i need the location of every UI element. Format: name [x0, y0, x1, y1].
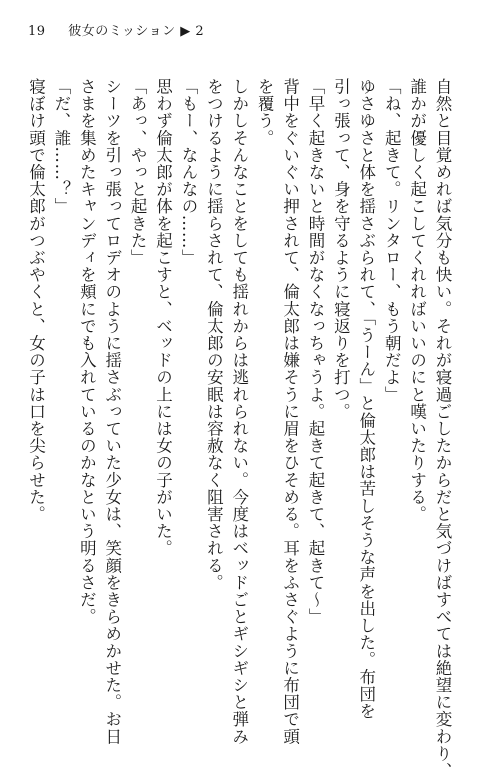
text-line: 思わず倫太郎が体を起こすと、ベッドの上には女の子がいた。	[153, 78, 173, 557]
chapter-title: 彼女のミッション ▶ 2	[68, 24, 205, 39]
text-line: 引っ張って、身を守るように寝返りを打つ。	[331, 78, 351, 420]
text-line: さまを集めたキャンディを頬にでも入れているのかなという明るさだ。	[77, 78, 97, 626]
text-line: ゆさゆさと体を揺さぶられて、「うーん」と倫太郎は苦しそうな声を出した。布団を	[356, 78, 376, 720]
text-line: 誰かが優しく起こしてくれればいいのにと嘆いたりする。	[407, 78, 427, 523]
text-line: しかしそんなことをしても揺れからは逃れられない。今度はベッドごとギシギシと弾み	[229, 78, 249, 745]
page-number: 19	[28, 24, 46, 39]
text-line: シーツを引っ張ってロデオのように揺さぶっていた少女は、笑顔をきらめかせた。お日	[102, 78, 122, 745]
running-header	[28, 20, 204, 40]
text-line: 背中をぐいぐい押されて、倫太郎は嫌そうに眉をひそめる。耳をふさぐように布団で頭	[280, 78, 300, 745]
text-line: 「あっ、やっと起きた」	[128, 78, 148, 267]
text-line: を覆う。	[255, 78, 275, 147]
vertical-body-text	[26, 78, 455, 779]
text-line: 「だ、誰……？」	[51, 78, 71, 215]
text-line: 「早く起きないと時間がなくなっちゃうよ。起きて起きて、起きて〜」	[305, 78, 325, 626]
text-line: 「ね、起きて。リンタロー、もう朝だよ」	[382, 78, 402, 403]
text-line: をつけるように揺らされて、倫太郎の安眠は容赦なく阻害される。	[204, 78, 224, 591]
text-line: 自然と目覚めれば気分も快い。それが寝過ごしたからだと気づけばすべては絶望に変わり、	[433, 78, 452, 779]
text-line: 寝ぼけ頭で倫太郎がつぶやくと、女の子は口を尖らせた。	[26, 78, 46, 523]
text-line: 「もー、なんなの……」	[178, 78, 198, 267]
